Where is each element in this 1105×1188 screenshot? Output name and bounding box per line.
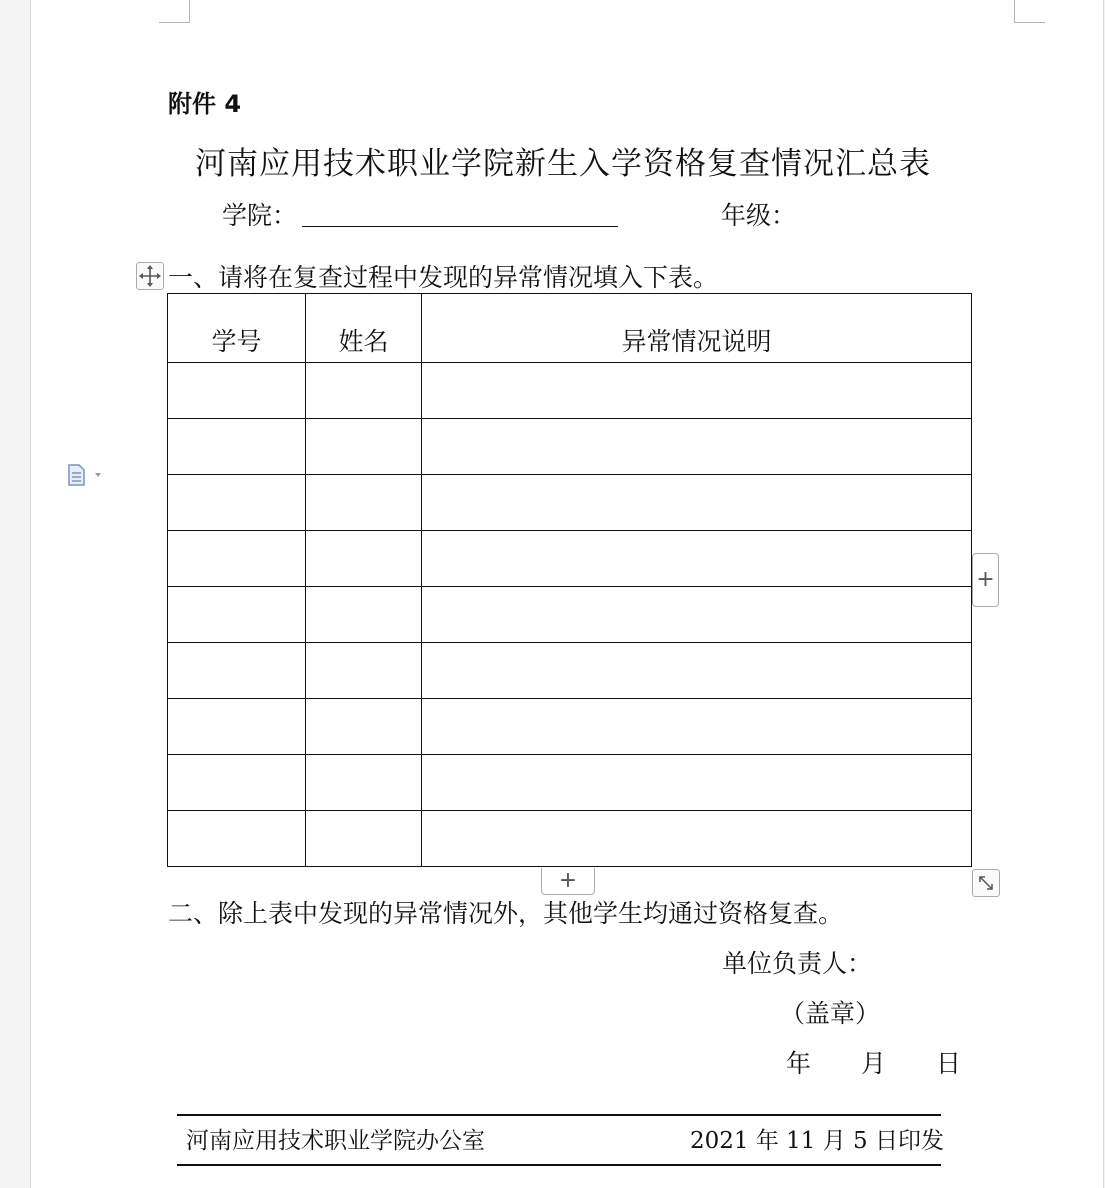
- cell-student-id[interactable]: [168, 643, 306, 699]
- header-description: 异常情况说明: [422, 294, 972, 363]
- college-label: 学院：: [222, 201, 298, 230]
- cell-student-id[interactable]: [168, 811, 306, 867]
- header-student-id: 学号: [168, 294, 306, 363]
- date-day: 日: [936, 1049, 962, 1078]
- cell-description[interactable]: [422, 531, 972, 587]
- cell-name[interactable]: [306, 811, 422, 867]
- cell-description[interactable]: [422, 475, 972, 531]
- cell-name[interactable]: [306, 475, 422, 531]
- cell-name[interactable]: [306, 587, 422, 643]
- document-icon[interactable]: [66, 462, 106, 488]
- move-arrows-icon[interactable]: [136, 262, 164, 290]
- cell-name[interactable]: [306, 419, 422, 475]
- table-row: [168, 531, 972, 587]
- college-fill-line[interactable]: [302, 226, 618, 227]
- cell-student-id[interactable]: [168, 475, 306, 531]
- cell-name[interactable]: [306, 643, 422, 699]
- margin-corner-top-left: [159, 0, 190, 23]
- table-header-row: [168, 294, 972, 363]
- footer-issue-date: 2021 年 11 月 5 日印发: [690, 1128, 944, 1154]
- cell-description[interactable]: [422, 755, 972, 811]
- section-1-text: 一、请将在复查过程中发现的异常情况填入下表。: [168, 263, 719, 292]
- table-row: [168, 811, 972, 867]
- cell-student-id[interactable]: [168, 699, 306, 755]
- margin-corner-top-right: [1014, 0, 1045, 23]
- date-year: 年: [786, 1049, 812, 1078]
- cell-name[interactable]: [306, 699, 422, 755]
- cell-name[interactable]: [306, 363, 422, 419]
- section-2-text: 二、除上表中发现的异常情况外，其他学生均通过资格复查。: [168, 899, 844, 928]
- table-row: [168, 643, 972, 699]
- cell-student-id[interactable]: [168, 531, 306, 587]
- date-line: [786, 1044, 961, 1080]
- cell-description[interactable]: [422, 419, 972, 475]
- resize-arrows-icon[interactable]: [972, 869, 1000, 897]
- signer-label: 单位负责人：: [722, 949, 873, 978]
- anomaly-table: [167, 293, 972, 867]
- table-row: [168, 475, 972, 531]
- page-title: 河南应用技术职业学院新生入学资格复查情况汇总表: [195, 146, 931, 182]
- cell-name[interactable]: [306, 755, 422, 811]
- footer-rule-top: [177, 1114, 941, 1116]
- add-row-button[interactable]: +: [541, 868, 595, 895]
- cell-student-id[interactable]: [168, 419, 306, 475]
- seal-label: （盖章）: [780, 999, 881, 1028]
- cell-name[interactable]: [306, 531, 422, 587]
- table-row: [168, 755, 972, 811]
- header-name: 姓名: [306, 294, 422, 363]
- cell-description[interactable]: [422, 643, 972, 699]
- table-row: [168, 587, 972, 643]
- table-row: [168, 363, 972, 419]
- cell-student-id[interactable]: [168, 755, 306, 811]
- table-row: [168, 419, 972, 475]
- cell-description[interactable]: [422, 699, 972, 755]
- cell-student-id[interactable]: [168, 587, 306, 643]
- table-row: [168, 699, 972, 755]
- cell-student-id[interactable]: [168, 363, 306, 419]
- cell-description[interactable]: [422, 587, 972, 643]
- footer-rule-bottom: [177, 1164, 941, 1166]
- attachment-label: 附件 4: [168, 90, 242, 118]
- grade-label: 年级：: [721, 201, 797, 230]
- cell-description[interactable]: [422, 363, 972, 419]
- add-column-button[interactable]: +: [972, 553, 999, 607]
- footer-office: 河南应用技术职业学院办公室: [186, 1128, 485, 1154]
- cell-description[interactable]: [422, 811, 972, 867]
- date-month: 月: [861, 1049, 887, 1078]
